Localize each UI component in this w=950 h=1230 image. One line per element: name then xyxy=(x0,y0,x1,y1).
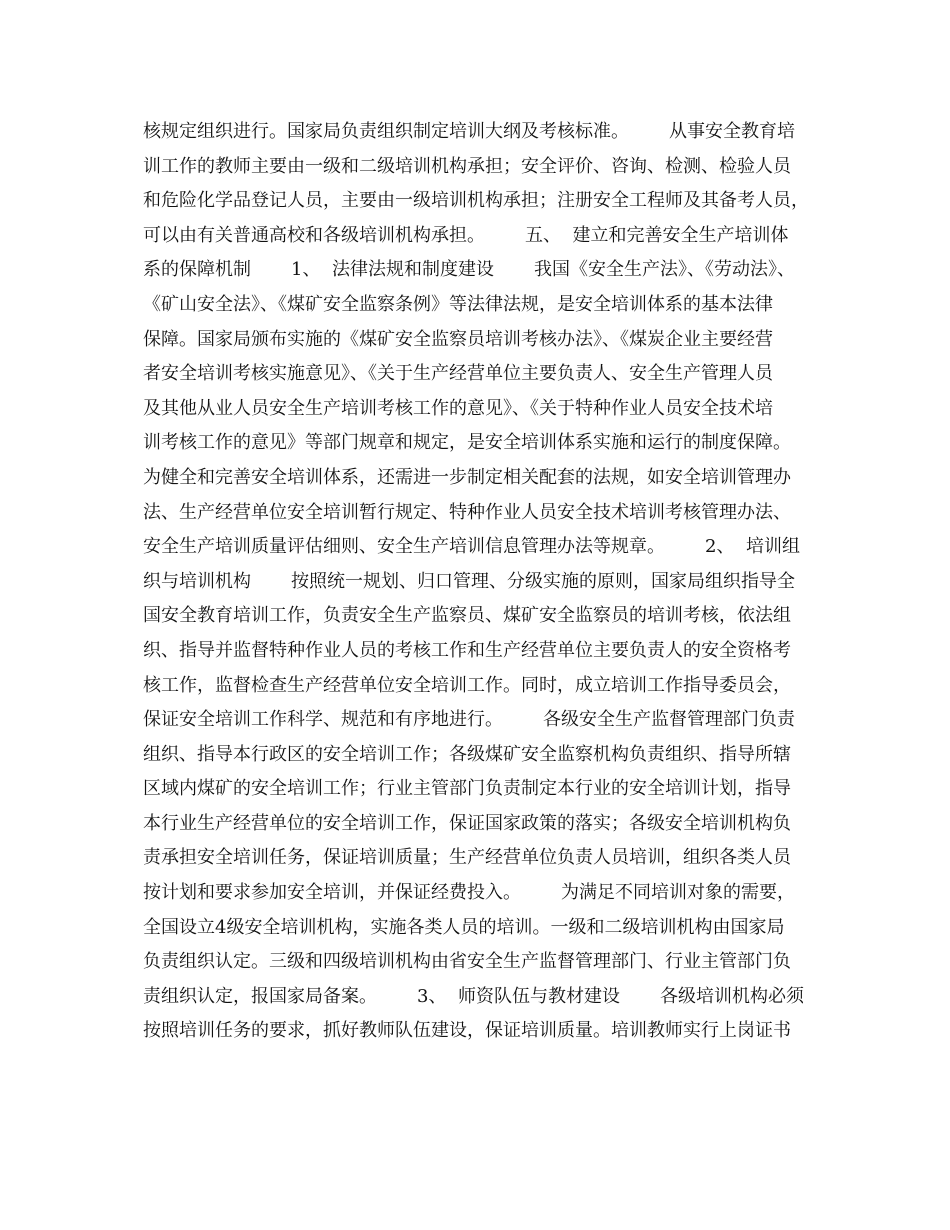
text-line: 及其他从业人员安全生产培训考核工作的意见》、《关于特种作业人员安全技术培 xyxy=(143,397,773,419)
text-line: 按照培训任务的要求，抓好教师队伍建设，保证培训质量。培训教师实行上岗证书 xyxy=(143,1020,791,1042)
text-line: 训考核工作的意见》等部门规章和规定，是安全培训体系实施和运行的制度保障。 xyxy=(143,432,791,454)
text-line: 保证安全培训工作科学、规范和有序地进行。 各级安全生产监督管理部门负责 xyxy=(143,709,796,731)
text-line: 责组织认定，报国家局备案。 3、 师资队伍与教材建设 各级培训机构必须 xyxy=(143,985,804,1007)
text-line: 责承担安全培训任务，保证培训质量；生产经营单位负责人员培训，组织各类人员 xyxy=(143,847,791,869)
text-line: 《矿山安全法》、《煤矿安全监察条例》等法律法规，是安全培训体系的基本法律 xyxy=(143,293,773,315)
text-line: 全国设立4级安全培训机构，实施各类人员的培训。一级和二级培训机构由国家局 xyxy=(143,916,785,938)
text-line: 可以由有关普通高校和各级培训机构承担。 五、 建立和完善安全生产培训体 xyxy=(143,224,789,246)
text-line: 织、指导并监督特种作业人员的考核工作和生产经营单位主要负责人的安全资格考 xyxy=(143,639,791,661)
text-line: 和危险化学品登记人员，主要由一级培训机构承担；注册安全工程师及其备考人员， xyxy=(143,190,809,212)
text-line: 组织、指导本行政区的安全培训工作；各级煤矿安全监察机构负责组织、指导所辖 xyxy=(143,743,791,765)
text-line: 者安全培训考核实施意见》、《关于生产经营单位主要负责人、安全生产管理人员 xyxy=(143,363,773,385)
text-line: 核规定组织进行。国家局负责组织制定培训大纲及考核标准。 从事安全教育培 xyxy=(143,121,796,142)
text-line: 织与培训机构 按照统一规划、归口管理、分级实施的原则，国家局组织指导全 xyxy=(143,570,796,592)
text-line: 系的保障机制 1、 法律法规和制度建设 我国《安全生产法》、《劳动法》、 xyxy=(143,259,795,281)
text-line: 负责组织认定。三级和四级培训机构由省安全生产监督管理部门、行业主管部门负 xyxy=(143,951,791,973)
text-line: 安全生产培训质量评估细则、安全生产培训信息管理办法等规章。 2、 培训组 xyxy=(143,536,800,558)
text-line: 法、生产经营单位安全培训暂行规定、特种作业人员安全技术培训考核管理办法、 xyxy=(143,501,791,523)
text-line: 保障。国家局颁布实施的《煤矿安全监察员培训考核办法》、《煤炭企业主要经营 xyxy=(143,328,773,350)
text-line: 区域内煤矿的安全培训工作；行业主管部门负责制定本行业的安全培训计划，指导 xyxy=(143,778,791,800)
body-text xyxy=(143,115,823,1049)
text-line: 本行业生产经营单位的安全培训工作，保证国家政策的落实；各级安全培训机构负 xyxy=(143,812,791,834)
text-line: 训工作的教师主要由一级和二级培训机构承担；安全评价、咨询、检测、检验人员 xyxy=(143,155,791,177)
text-line: 国安全教育培训工作，负责安全生产监察员、煤矿安全监察员的培训考核，依法组 xyxy=(143,605,791,627)
text-line: 按计划和要求参加安全培训，并保证经费投入。 为满足不同培训对象的需要， xyxy=(143,882,796,904)
text-line: 核工作，监督检查生产经营单位安全培训工作。同时，成立培训工作指导委员会， xyxy=(143,674,791,696)
text-line: 为健全和完善安全培训体系，还需进一步制定相关配套的法规，如安全培训管理办 xyxy=(143,466,791,488)
